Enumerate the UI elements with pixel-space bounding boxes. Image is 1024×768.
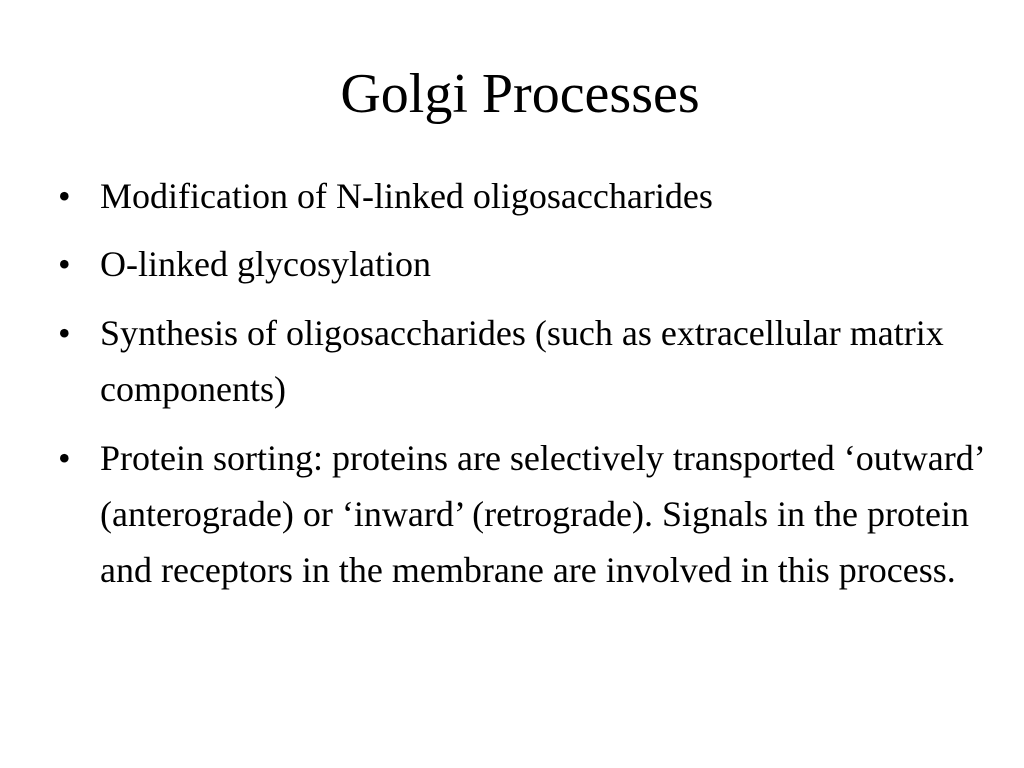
bullet-icon: •	[58, 313, 71, 353]
bullet-text: O-linked glycosylation	[100, 244, 431, 284]
bullet-item	[54, 305, 984, 417]
bullet-icon: •	[58, 438, 71, 478]
bullet-text: Modification of N-linked oligosaccharides	[100, 176, 713, 216]
bullet-item	[54, 169, 984, 224]
bullet-icon: •	[58, 244, 71, 284]
bullet-text: Protein sorting: proteins are selectively transported ‘outward’ (anterograde) or ‘inward’ (retrograde). Signals in the protein and receptors in the membrane are involved in this process.	[100, 438, 984, 590]
bullet-icon: •	[58, 176, 71, 216]
slide-title: Golgi Processes	[340, 63, 700, 125]
bullet-item	[54, 237, 984, 292]
bullet-list	[54, 169, 984, 611]
bullet-text: Synthesis of oligosaccharides (such as extracellular matrix components)	[100, 313, 944, 409]
bullet-item	[54, 430, 984, 598]
